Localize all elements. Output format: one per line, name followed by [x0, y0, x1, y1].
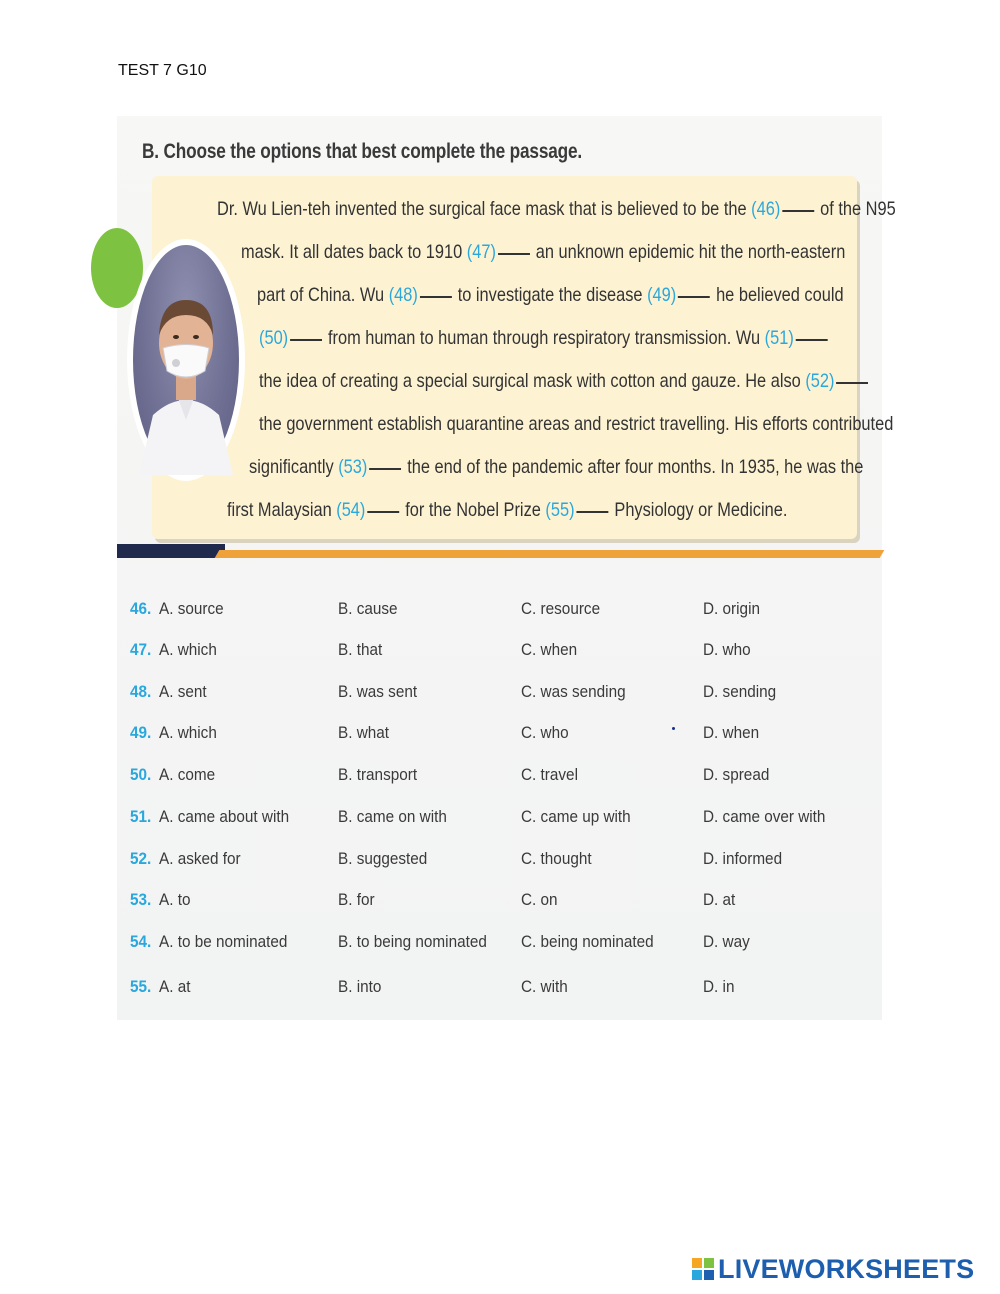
section-heading: B. Choose the options that best complete the passage. [142, 140, 583, 163]
option-c[interactable]: C. on [521, 890, 558, 909]
question-row-53: 53. A. to B. for C. on D. at [130, 890, 736, 909]
option-c[interactable]: C. travel [521, 765, 578, 784]
option-d[interactable]: D. origin [703, 599, 760, 618]
question-row-52: 52. A. asked for B. suggested C. thought D. informed [130, 849, 783, 868]
option-b[interactable]: B. to being nominated [338, 932, 487, 951]
option-a[interactable]: A. sent [159, 682, 207, 701]
blank-51[interactable] [795, 337, 827, 341]
option-a[interactable]: A. at [159, 977, 191, 996]
passage-line: (50) from human to human through respiratory transmission. Wu (51) [259, 327, 829, 350]
question-row-48: 48. A. sent B. was sent C. was sending D. sending [130, 682, 777, 701]
option-a[interactable]: A. came about with [159, 807, 290, 826]
option-b[interactable]: B. cause [338, 599, 398, 618]
blank-49[interactable] [678, 294, 710, 298]
option-c[interactable]: C. who [521, 723, 569, 742]
blank-46[interactable] [782, 208, 814, 212]
option-c[interactable]: C. came up with [521, 807, 631, 826]
option-b[interactable]: B. for [338, 890, 375, 909]
option-b[interactable]: B. that [338, 640, 383, 659]
worksheet-image [117, 116, 896, 1020]
passage-line: first Malaysian (54) for the Nobel Prize (55) Physiology or Medicine. [227, 499, 788, 521]
question-row-49: 49. A. which B. what C. who D. when [130, 723, 760, 742]
option-a[interactable]: A. which [159, 640, 217, 659]
blank-54[interactable] [367, 509, 399, 513]
passage-line: part of China. Wu (48) to investigate the disease (49) he believed could [257, 284, 844, 306]
option-c[interactable]: C. thought [521, 849, 592, 868]
option-b[interactable]: B. was sent [338, 682, 418, 701]
option-c[interactable]: C. resource [521, 599, 601, 618]
question-row-51: 51. A. came about with B. came on with C. came up with D. came over with [130, 807, 826, 826]
question-row-55: 55. A. at B. into C. with D. in [130, 977, 735, 996]
option-c[interactable]: C. being nominated [521, 932, 654, 951]
option-d[interactable]: D. at [703, 890, 736, 909]
question-row-54: 54. A. to be nominated B. to being nominated C. being nominated D. way [130, 932, 750, 951]
decorative-bottom-bar [117, 544, 882, 558]
option-c[interactable]: C. with [521, 977, 568, 996]
passage-line: the government establish quarantine areas and restrict travelling. His efforts contributed [259, 413, 894, 435]
blank-47[interactable] [498, 251, 530, 255]
question-row-46: 46. A. source B. cause C. resource D. origin [130, 599, 760, 618]
option-a[interactable]: A. come [159, 765, 216, 784]
passage-line: Dr. Wu Lien-teh invented the surgical face mask that is believed to be the (46) of the N95 [217, 198, 896, 220]
option-a[interactable]: A. asked for [159, 849, 241, 868]
passage-line: significantly (53) the end of the pandemic after four months. In 1935, he was the [249, 456, 864, 478]
option-d[interactable]: D. spread [703, 765, 770, 784]
option-a[interactable]: A. to be nominated [159, 932, 288, 951]
option-a[interactable]: A. source [159, 599, 224, 618]
option-d[interactable]: D. came over with [703, 807, 826, 826]
option-b[interactable]: B. transport [338, 765, 418, 784]
portrait-masked-man-image [133, 245, 239, 475]
option-b[interactable]: B. what [338, 723, 390, 742]
option-c[interactable]: C. when [521, 640, 578, 659]
option-d[interactable]: D. in [703, 977, 735, 996]
blank-50[interactable] [290, 337, 322, 341]
option-c[interactable]: C. was sending [521, 682, 626, 701]
passage-box [152, 176, 896, 539]
option-d[interactable]: D. when [703, 723, 760, 742]
brand-name: LIVEWORKSHEETS [718, 1254, 975, 1284]
document-title: TEST 7 G10 [118, 62, 207, 79]
option-d[interactable]: D. way [703, 932, 750, 951]
option-d[interactable]: D. informed [703, 849, 783, 868]
question-row-50: 50. A. come B. transport C. travel D. spread [130, 765, 770, 784]
option-a[interactable]: A. to [159, 890, 191, 909]
blank-48[interactable] [420, 294, 452, 298]
option-b[interactable]: B. came on with [338, 807, 447, 826]
option-b[interactable]: B. into [338, 977, 382, 996]
blank-53[interactable] [369, 466, 401, 470]
question-row-47: 47. A. which B. that C. when D. who [130, 640, 751, 659]
option-d[interactable]: D. sending [703, 682, 777, 701]
stray-dot [672, 727, 675, 730]
masked-man-illustration [133, 245, 239, 475]
option-a[interactable]: A. which [159, 723, 217, 742]
blank-52[interactable] [836, 380, 868, 384]
blank-55[interactable] [576, 509, 608, 513]
liveworksheets-logo-icon [692, 1258, 716, 1282]
option-d[interactable]: D. who [703, 640, 751, 659]
passage-line: mask. It all dates back to 1910 (47) an unknown epidemic hit the north-eastern [241, 241, 846, 263]
passage-line: the idea of creating a special surgical mask with cotton and gauze. He also (52) [259, 370, 870, 393]
option-b[interactable]: B. suggested [338, 849, 428, 868]
